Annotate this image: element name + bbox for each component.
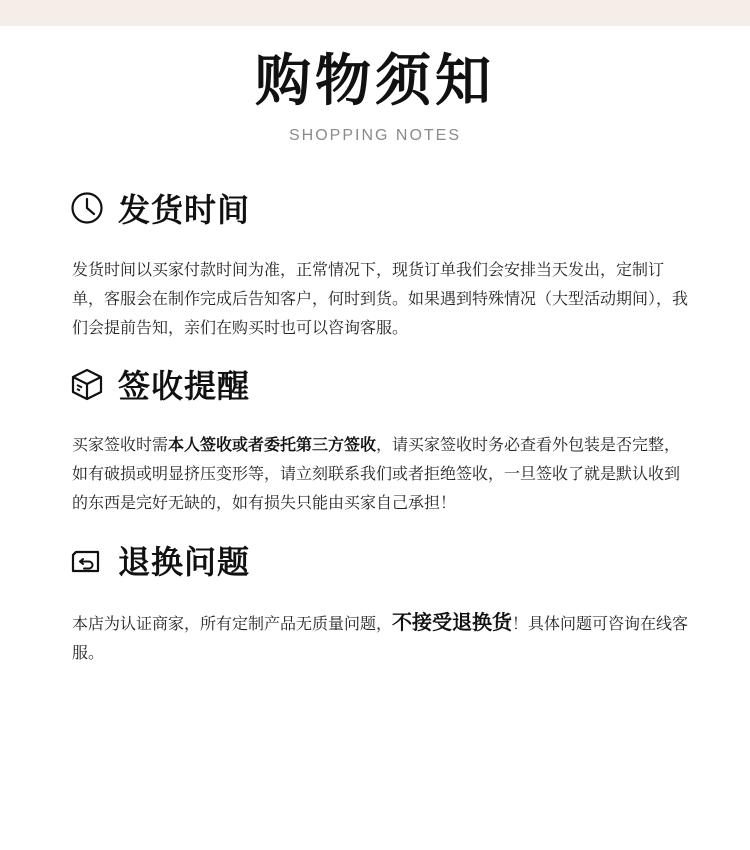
section-heading: 退换问题 <box>118 543 251 581</box>
section-heading: 发货时间 <box>118 191 251 229</box>
section-text <box>72 430 692 517</box>
text-segment: 买家签收时需 <box>72 435 169 454</box>
text-emphasis: 不接受退换货 <box>392 610 513 634</box>
text-segment: 本店为认证商家，所有定制产品无质量问题， <box>72 614 393 633</box>
page-title: 购物须知 <box>255 49 495 114</box>
page-subtitle: SHOPPING NOTES <box>288 127 462 144</box>
text-segment: ，请买家签收时务必查看外包装是否完整，如有破损或明显挤压变形等，请立刻联系我们或者拒绝签收，一旦签收了就是默认收到的东西是完好无缺的，如有损失只能由买家自己承担！ <box>72 435 681 512</box>
text-emphasis: 本人签收或者委托第三方签收 <box>168 435 377 454</box>
return-icon <box>70 543 104 577</box>
section-text: 发货时间以买家付款时间为准，正常情况下，现货订单我们会安排当天发出，定制订单，客服会在制作完成后告知客户，何时到货。如果遇到特殊情况（大型活动期间），我们会提前告知，亲们在购买时也可以咨询客服。 <box>72 260 689 337</box>
section-return-policy <box>70 538 250 582</box>
top-band <box>0 0 750 26</box>
section-heading: 签收提醒 <box>118 367 251 405</box>
box-icon <box>70 367 104 401</box>
section-receipt-reminder <box>70 362 250 406</box>
clock-icon <box>70 191 104 225</box>
section-text <box>72 608 692 667</box>
text-segment: ！具体问题可咨询在线客服。 <box>72 614 689 662</box>
section-shipping-time <box>70 186 250 230</box>
